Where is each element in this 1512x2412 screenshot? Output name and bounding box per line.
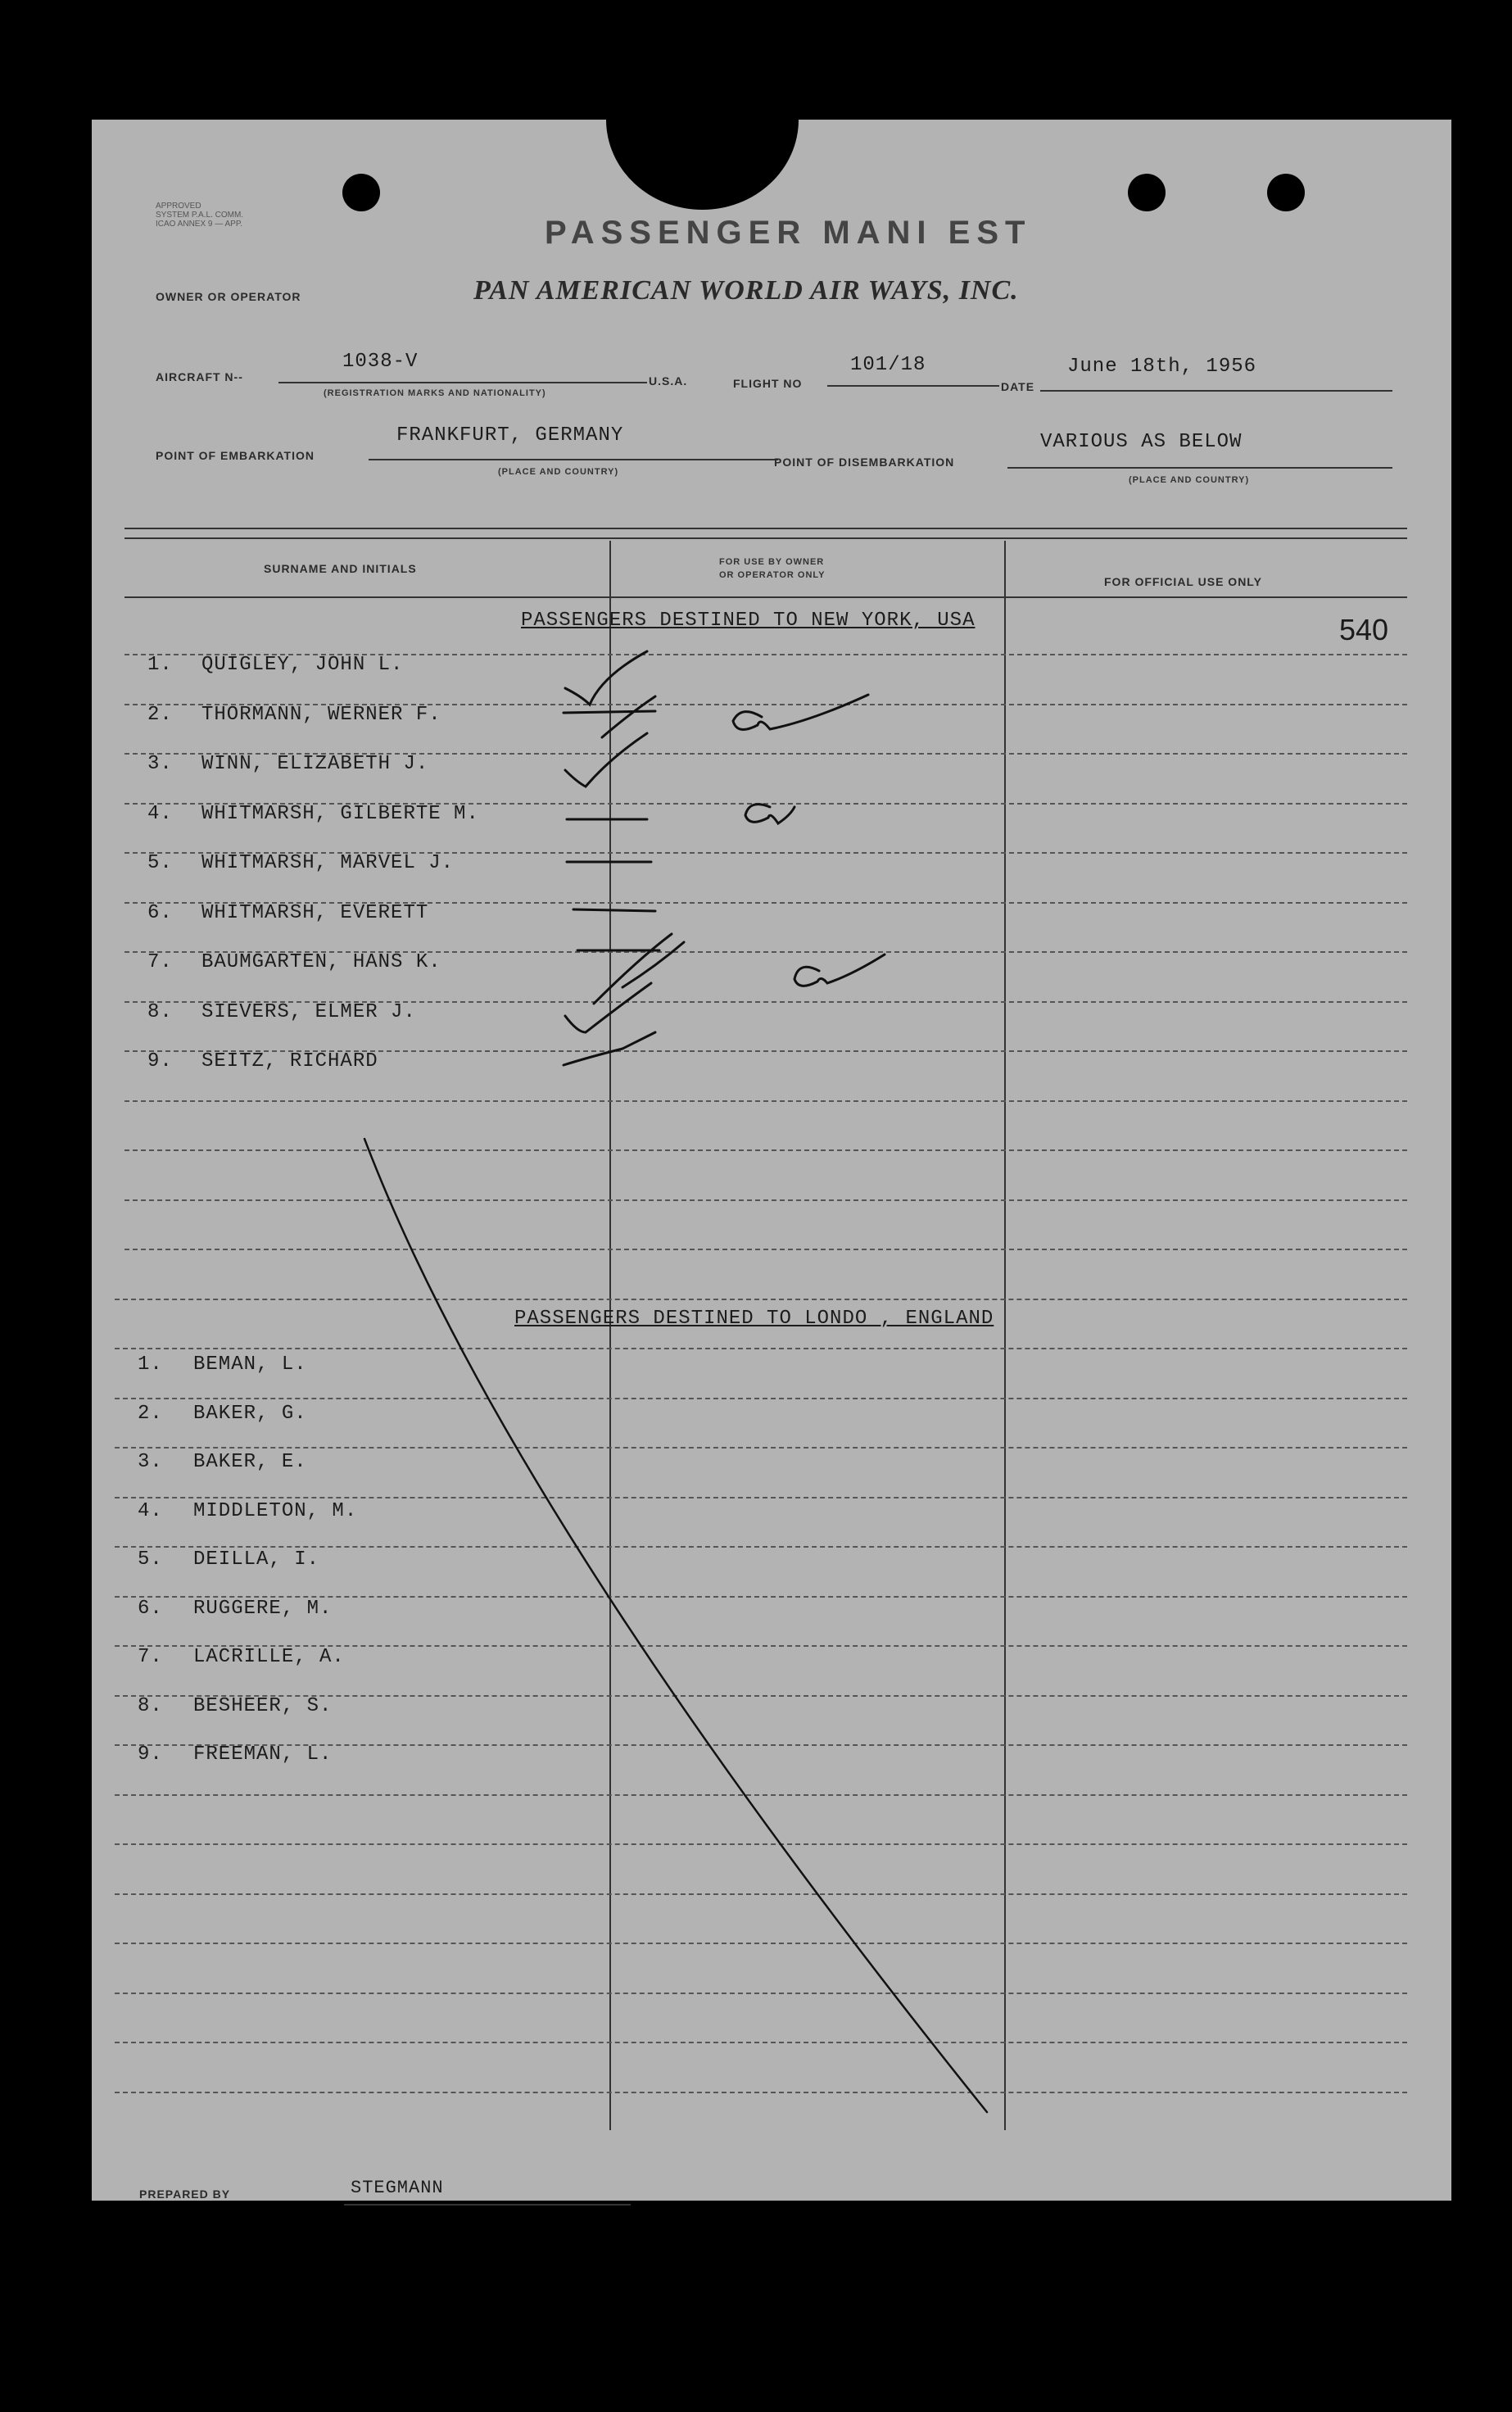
dash-6 xyxy=(573,909,655,911)
owner-label: OWNER OR OPERATOR xyxy=(156,290,301,303)
passenger-name: BAKER, E. xyxy=(193,1451,307,1473)
passenger-name: BESHEER, S. xyxy=(193,1694,333,1717)
checkmark-3 xyxy=(565,733,647,787)
col-surname-header: SURNAME AND INITIALS xyxy=(264,562,417,575)
aircraft-label: AIRCRAFT N-- xyxy=(156,370,243,383)
page-title: PASSENGER MANI EST xyxy=(545,215,1032,251)
aircraft-value: 1038-V xyxy=(342,351,419,373)
passenger-number: 3. xyxy=(147,753,173,775)
passenger-name: BAUMGARTEN, HANS K. xyxy=(201,951,441,973)
passenger-name: FREEMAN, L. xyxy=(193,1743,333,1766)
checkmark-2 xyxy=(564,696,655,737)
passenger-name: THORMANN, WERNER F. xyxy=(201,703,441,726)
disembark-caption: (PLACE AND COUNTRY) xyxy=(1129,475,1250,485)
usa-label: U.S.A. xyxy=(649,374,688,388)
checkmark-9 xyxy=(564,1032,655,1065)
disembark-label: POINT OF DISEMBARKATION xyxy=(774,456,955,469)
handwritten-a-1 xyxy=(733,695,868,729)
passenger-number: 8. xyxy=(147,1000,173,1023)
flight-value: 101/18 xyxy=(850,354,926,376)
passenger-number: 4. xyxy=(147,802,173,825)
disembark-value: VARIOUS AS BELOW xyxy=(1040,431,1243,453)
registration-caption: (REGISTRATION MARKS AND NATIONALITY) xyxy=(324,388,546,398)
prepared-label: PREPARED BY xyxy=(139,2188,231,2201)
handwritten-a-2 xyxy=(745,805,794,823)
passenger-name: RUGGERE, M. xyxy=(193,1597,333,1620)
prepared-value: STEGMANN xyxy=(351,2178,444,2198)
passenger-number: 9. xyxy=(138,1743,163,1766)
passenger-number: 6. xyxy=(147,901,173,924)
page-number: 540 xyxy=(1339,613,1389,646)
col-owner-header-2: OR OPERATOR ONLY xyxy=(719,570,826,580)
company-name: PAN AMERICAN WORLD AIR WAYS, INC. xyxy=(473,275,1019,306)
passenger-name: LACRILLE, A. xyxy=(193,1646,345,1668)
passenger-name: SEITZ, RICHARD xyxy=(201,1050,378,1072)
date-label: DATE xyxy=(1001,380,1035,393)
section-heading-london: PASSENGERS DESTINED TO LONDO , ENGLAND xyxy=(514,1308,994,1330)
checkmark-1 xyxy=(565,651,647,705)
col-official-header: FOR OFFICIAL USE ONLY xyxy=(1104,575,1262,588)
passenger-name: SIEVERS, ELMER J. xyxy=(201,1000,416,1023)
passenger-number: 1. xyxy=(138,1353,163,1376)
passenger-name: WHITMARSH, EVERETT xyxy=(201,901,429,924)
passenger-number: 5. xyxy=(138,1548,163,1571)
flight-label: FLIGHT NO xyxy=(733,377,803,390)
passenger-name: WHITMARSH, MARVEL J. xyxy=(201,852,455,874)
slash-7 xyxy=(577,934,684,1004)
passenger-name: DEILLA, I. xyxy=(193,1548,320,1571)
passenger-name: WHITMARSH, GILBERTE M. xyxy=(201,802,479,825)
void-slash xyxy=(364,1139,987,2112)
passenger-name: QUIGLEY, JOHN L. xyxy=(201,654,404,676)
passenger-name: WINN, ELIZABETH J. xyxy=(201,753,429,775)
embark-label: POINT OF EMBARKATION xyxy=(156,449,315,462)
section-heading-new-york: PASSENGERS DESTINED TO NEW YORK, USA xyxy=(521,610,976,632)
col-owner-header-1: FOR USE BY OWNER xyxy=(719,557,825,567)
passenger-name: BEMAN, L. xyxy=(193,1353,307,1376)
passenger-number: 9. xyxy=(147,1050,173,1072)
passenger-name: MIDDLETON, M. xyxy=(193,1499,358,1522)
embark-caption: (PLACE AND COUNTRY) xyxy=(498,467,619,477)
passenger-number: 7. xyxy=(147,951,173,973)
passenger-number: 7. xyxy=(138,1646,163,1668)
passenger-number: 1. xyxy=(147,654,173,676)
passenger-number: 6. xyxy=(138,1597,163,1620)
passenger-number: 2. xyxy=(147,703,173,726)
passenger-number: 3. xyxy=(138,1451,163,1473)
passenger-number: 2. xyxy=(138,1402,163,1425)
approved-stamp: APPROVED SYSTEM P.A.L. COMM. ICAO ANNEX 9 — APP. xyxy=(156,202,244,229)
date-value: June 18th, 1956 xyxy=(1067,356,1257,378)
handwritten-a-3 xyxy=(794,954,885,986)
passenger-number: 8. xyxy=(138,1694,163,1717)
passenger-number: 5. xyxy=(147,852,173,874)
prepared-line xyxy=(344,2204,631,2206)
passenger-number: 4. xyxy=(138,1499,163,1522)
embark-value: FRANKFURT, GERMANY xyxy=(396,424,624,447)
passenger-name: BAKER, G. xyxy=(193,1402,307,1425)
